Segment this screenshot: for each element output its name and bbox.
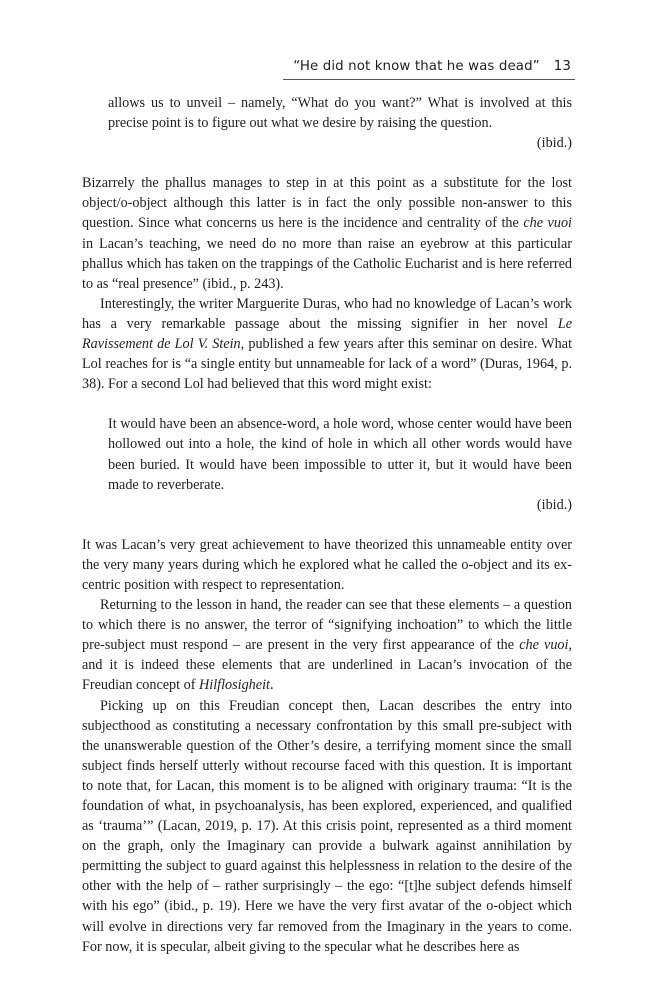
italic-term: che vuoi <box>523 215 572 232</box>
paragraph-2: Interestingly, the writer Marguerite Duras, who had no knowledge of Lacan’s work has a very remarkable passage about the missing signifier in her novel Le Ravissement de Lol V. Stein, published a few years after this seminar on desire. What Lol reaches for is “a single entity but unnameable for lack of a word” (Duras, 1964, p. 38). For a second Lol had believed that this word might exist: <box>82 295 573 393</box>
italic-term: che vuoi <box>519 637 569 654</box>
header-rule <box>283 79 575 80</box>
italic-term: Hilflosigheit <box>199 677 270 694</box>
paragraph-3: It was Lacan’s very great achievement to have theorized this unnameable entity over the very many years during which he explored what he called the o-object and its ex-centric position with respect to representation. <box>82 536 572 593</box>
spacer <box>82 153 572 173</box>
body-text <box>82 93 572 957</box>
paragraph-4: Returning to the lesson in hand, the reader can see that these elements – a question to which there is no answer, the terror of “signifying inchoation” to which the little pre-subject must respond – are present in the very first appearance of the che vuoi, and it is indeed these elements that are underlined in Lacan’s invocation of the Freudian concept of Hilflosigheit. <box>82 597 572 694</box>
page-number: 13 <box>553 59 571 74</box>
paragraph-1: Bizarrely the phallus manages to step in at this point as a substitute for the lost object/o-object although this latter is in fact the only possible non-answer to this question. Since what concerns us here is the incidence and centrality of the che vuoi in Lacan’s teaching, we need do no more than raise an eyebrow at this particular phallus which has taken on the trappings of the Catholic Eucharist and is here referred to as “real presence” (ibid., p. 243). <box>82 175 572 292</box>
block-quote-1: allows us to unveil – namely, “What do you want?” What is involved at this precise point is to figure out what we desire by raising the question. <box>108 95 572 132</box>
novel-title: Le Ravissement de Lol V. Stein <box>82 315 572 353</box>
spacer <box>82 394 572 414</box>
quote-2-citation: (ibid.) <box>536 496 572 513</box>
running-title: “He did not know that he was dead” <box>293 59 540 74</box>
paragraph-5: Picking up on this Freudian concept then, Lacan describes the entry into subjecthood as constituting a necessary confrontation by this small pre-subject with the unanswerable question of the Other’s desire, a terrifying moment since the small subject finds herself utterly without recourse faced with this question. It is important to note that, for Lacan, this moment is to be aligned with originary trauma: “It is the foundation of what, in psychoanalysis, has been explored, experienced, and qualified as ‘trauma’” (Lacan, 2019, p. 17). At this crisis point, represented as a third moment on the graph, only the Imaginary can provide a bulwark against annihilation by permitting the subject to guard against this helplessness in relation to the desire of the other with the help of – rather surprisingly – the ego: “[t]he subject defends himself with his ego” (ibid., p. 19). Here we have the very first avatar of the o-object which will evolve in directions very far removed from the Imaginary in the years to come. For now, it is specular, albeit giving to the specular what he describes here as <box>82 697 572 955</box>
spacer <box>82 515 572 535</box>
quote-1-citation: (ibid.) <box>536 135 572 152</box>
running-head <box>293 57 571 77</box>
block-quote-2: It would have been an absence-word, a hole word, whose center would have been hollowed out into a hole, the kind of hole in which all other words would have been buried. It would have been impossible to utter it, but it would have been made to reverberate. <box>108 416 572 493</box>
